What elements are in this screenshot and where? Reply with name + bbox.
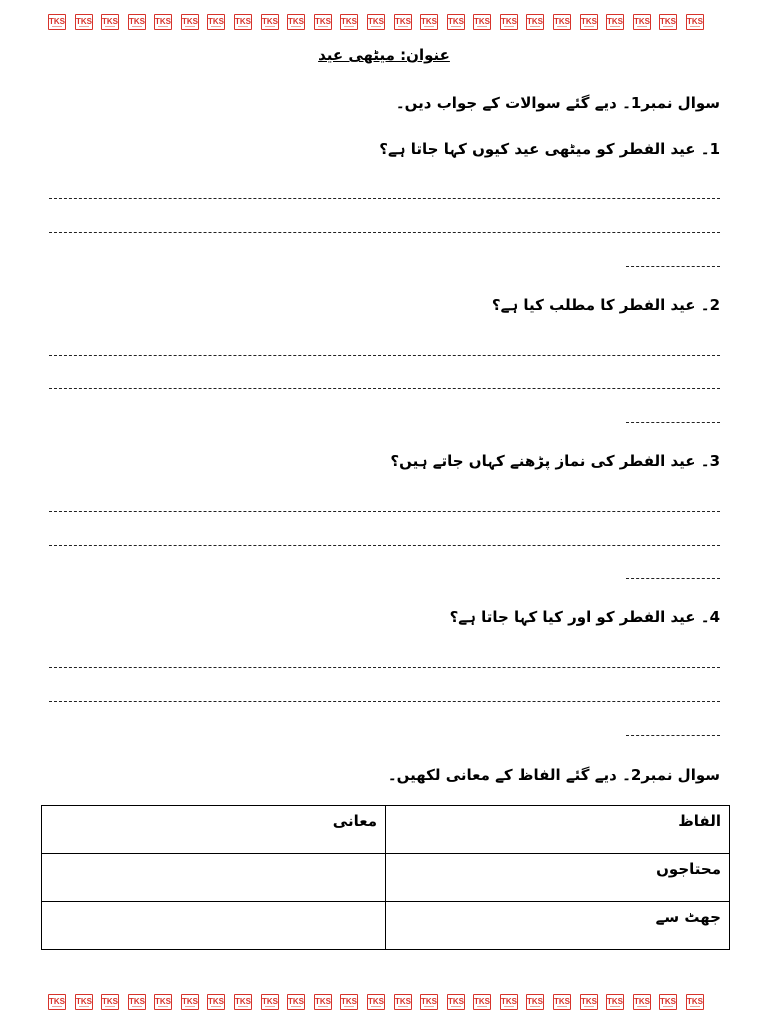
table-row — [42, 854, 730, 902]
tks-logo-icon — [154, 14, 172, 30]
tks-logo-icon — [48, 14, 66, 30]
top-logo-strip — [48, 12, 704, 32]
answer-line — [49, 388, 720, 389]
tks-logo-icon — [633, 14, 651, 30]
svg-text:TKS: TKS — [500, 17, 517, 26]
svg-text:TKS: TKS — [314, 17, 331, 26]
word-cell: محتاجوں — [386, 854, 730, 902]
tks-logo-icon — [553, 14, 571, 30]
svg-text:TKS: TKS — [235, 17, 252, 26]
svg-text:TKS: TKS — [394, 17, 411, 26]
page-title: عنوان: میٹھی عید — [318, 46, 450, 64]
tks-logo-icon — [48, 994, 66, 1010]
meaning-cell[interactable] — [42, 902, 386, 950]
tks-logo-icon — [367, 14, 385, 30]
tks-logo-icon — [420, 14, 438, 30]
question-3: 3۔ عید الفطر کی نماز پڑھنے کہاں جاتے ہیں؟ — [390, 452, 720, 470]
answer-line — [49, 511, 720, 512]
answer-line — [626, 266, 720, 267]
svg-text:TKS: TKS — [607, 997, 624, 1006]
svg-text:TKS: TKS — [314, 997, 331, 1006]
answer-line — [626, 422, 720, 423]
svg-text:TKS: TKS — [474, 997, 491, 1006]
svg-text:TKS: TKS — [102, 997, 119, 1006]
tks-logo-icon — [207, 994, 225, 1010]
answer-line — [626, 578, 720, 579]
svg-text:TKS: TKS — [128, 17, 145, 26]
tks-logo-icon — [420, 994, 438, 1010]
question-4: 4۔ عید الفطر کو اور کیا کہا جاتا ہے؟ — [449, 608, 720, 626]
svg-text:TKS: TKS — [421, 17, 438, 26]
svg-text:TKS: TKS — [181, 997, 198, 1006]
svg-text:TKS: TKS — [288, 17, 305, 26]
tks-logo-icon — [181, 994, 199, 1010]
svg-text:TKS: TKS — [367, 997, 384, 1006]
tks-logo-icon — [261, 994, 279, 1010]
tks-logo-icon — [261, 14, 279, 30]
svg-text:TKS: TKS — [633, 17, 650, 26]
word-meaning-table — [41, 805, 730, 950]
table-header-row — [42, 806, 730, 854]
svg-text:TKS: TKS — [580, 17, 597, 26]
svg-text:TKS: TKS — [261, 17, 278, 26]
svg-text:TKS: TKS — [49, 997, 65, 1006]
tks-logo-icon — [526, 14, 544, 30]
svg-text:TKS: TKS — [474, 17, 491, 26]
tks-logo-icon — [101, 14, 119, 30]
svg-text:TKS: TKS — [686, 997, 703, 1006]
svg-text:TKS: TKS — [633, 997, 650, 1006]
tks-logo-icon — [447, 994, 465, 1010]
svg-text:TKS: TKS — [181, 17, 198, 26]
tks-logo-icon — [659, 994, 677, 1010]
svg-text:TKS: TKS — [102, 17, 119, 26]
svg-text:TKS: TKS — [447, 17, 464, 26]
table-header-cell: الفاظ — [386, 806, 730, 854]
section1-heading: سوال نمبر1۔ دیے گئے سوالات کے جواب دیں۔ — [395, 94, 720, 112]
answer-line — [49, 198, 720, 199]
word-cell: جھٹ سے — [386, 902, 730, 950]
tks-logo-icon — [340, 14, 358, 30]
answer-line — [49, 667, 720, 668]
svg-text:TKS: TKS — [686, 17, 703, 26]
tks-logo-icon — [473, 994, 491, 1010]
question-2: 2۔ عید الفطر کا مطلب کیا ہے؟ — [491, 296, 720, 314]
answer-line — [49, 232, 720, 233]
tks-logo-icon — [128, 14, 146, 30]
tks-logo-icon — [75, 994, 93, 1010]
table-header-cell: معانی — [42, 806, 386, 854]
answer-line — [49, 701, 720, 702]
svg-text:TKS: TKS — [553, 17, 570, 26]
svg-text:TKS: TKS — [660, 997, 677, 1006]
svg-text:TKS: TKS — [527, 997, 544, 1006]
answer-line — [49, 355, 720, 356]
svg-text:TKS: TKS — [660, 17, 677, 26]
tks-logo-icon — [606, 14, 624, 30]
tks-logo-icon — [500, 994, 518, 1010]
svg-text:TKS: TKS — [155, 997, 172, 1006]
svg-text:TKS: TKS — [421, 997, 438, 1006]
svg-text:TKS: TKS — [128, 997, 145, 1006]
tks-logo-icon — [101, 994, 119, 1010]
tks-logo-icon — [606, 994, 624, 1010]
tks-logo-icon — [314, 994, 332, 1010]
svg-text:TKS: TKS — [447, 997, 464, 1006]
tks-logo-icon — [686, 994, 704, 1010]
tks-logo-icon — [580, 14, 598, 30]
meaning-cell[interactable] — [42, 854, 386, 902]
question-1: 1۔ عید الفطر کو میٹھی عید کیوں کہا جاتا ہے؟ — [379, 140, 720, 158]
tks-logo-icon — [526, 994, 544, 1010]
svg-text:TKS: TKS — [208, 997, 225, 1006]
answer-line — [626, 735, 720, 736]
tks-logo-icon — [633, 994, 651, 1010]
svg-text:TKS: TKS — [607, 17, 624, 26]
svg-text:TKS: TKS — [367, 17, 384, 26]
tks-logo-icon — [340, 994, 358, 1010]
tks-logo-icon — [181, 14, 199, 30]
svg-text:TKS: TKS — [155, 17, 172, 26]
tks-logo-icon — [473, 14, 491, 30]
svg-text:TKS: TKS — [75, 997, 92, 1006]
tks-logo-icon — [580, 994, 598, 1010]
svg-text:TKS: TKS — [500, 997, 517, 1006]
svg-text:TKS: TKS — [341, 17, 358, 26]
tks-logo-icon — [394, 14, 412, 30]
tks-logo-icon — [447, 14, 465, 30]
svg-text:TKS: TKS — [394, 997, 411, 1006]
svg-text:TKS: TKS — [261, 997, 278, 1006]
tks-logo-icon — [207, 14, 225, 30]
tks-logo-icon — [128, 994, 146, 1010]
svg-text:TKS: TKS — [75, 17, 92, 26]
tks-logo-icon — [234, 994, 252, 1010]
svg-text:TKS: TKS — [580, 997, 597, 1006]
svg-text:TKS: TKS — [288, 997, 305, 1006]
tks-logo-icon — [75, 14, 93, 30]
table-row — [42, 902, 730, 950]
svg-text:TKS: TKS — [341, 997, 358, 1006]
svg-text:TKS: TKS — [49, 17, 65, 26]
tks-logo-icon — [154, 994, 172, 1010]
tks-logo-icon — [314, 14, 332, 30]
svg-text:TKS: TKS — [527, 17, 544, 26]
tks-logo-icon — [553, 994, 571, 1010]
tks-logo-icon — [234, 14, 252, 30]
svg-text:TKS: TKS — [208, 17, 225, 26]
tks-logo-icon — [500, 14, 518, 30]
section2-heading: سوال نمبر2۔ دیے گئے الفاظ کے معانی لکھیں۔ — [387, 766, 720, 784]
answer-line — [49, 545, 720, 546]
tks-logo-icon — [287, 994, 305, 1010]
tks-logo-icon — [659, 14, 677, 30]
tks-logo-icon — [367, 994, 385, 1010]
svg-text:TKS: TKS — [235, 997, 252, 1006]
tks-logo-icon — [686, 14, 704, 30]
svg-text:TKS: TKS — [553, 997, 570, 1006]
bottom-logo-strip — [48, 992, 704, 1012]
tks-logo-icon — [287, 14, 305, 30]
tks-logo-icon — [394, 994, 412, 1010]
